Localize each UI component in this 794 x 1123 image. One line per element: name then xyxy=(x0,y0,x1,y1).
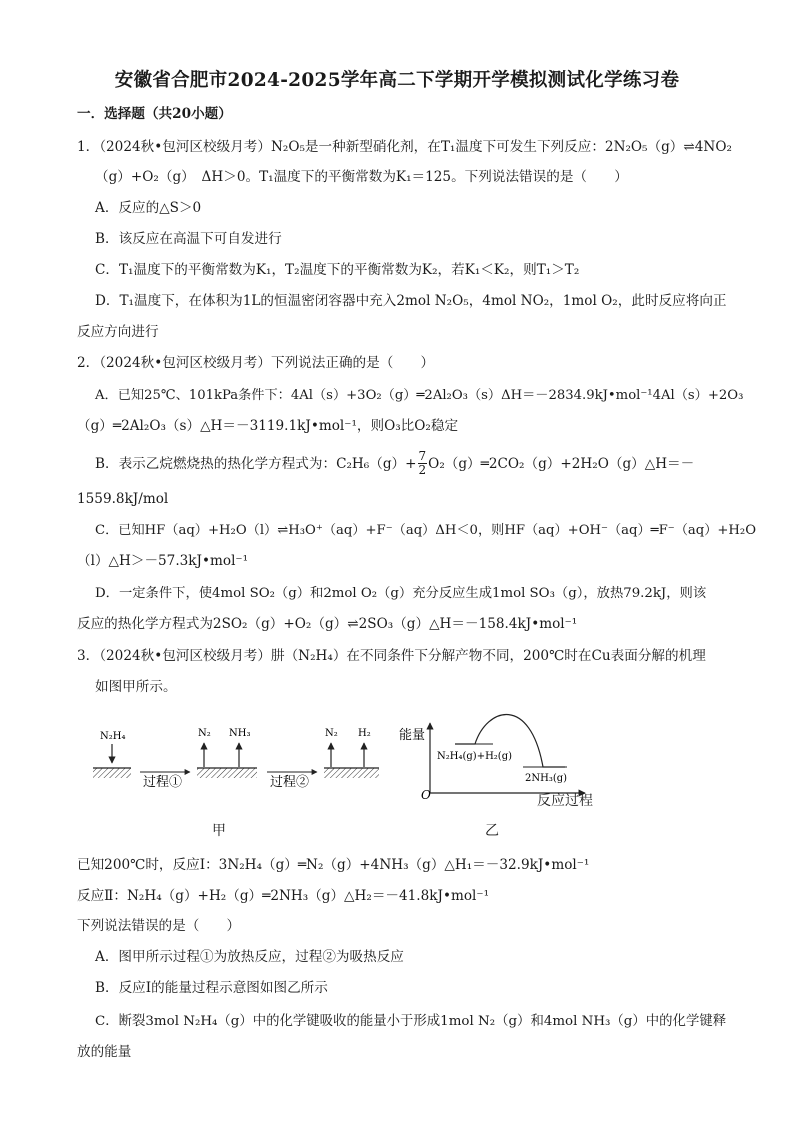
fraction-numerator: 7 xyxy=(418,449,427,463)
q3-option-a: A．图甲所示过程①为放热反应，过程②为吸热反应 xyxy=(95,949,404,965)
q1-stem-line2: （g）+O₂（g） ΔH＞0。T₁温度下的平衡常数为K₁＝125。下列说法错误的是（ ） xyxy=(95,169,628,185)
q2-stem: 2．（2024秋•包河区校级月考）下列说法正确的是（ ） xyxy=(77,355,435,371)
q1-option-d-line1: D．T₁温度下，在体积为1L的恒温密闭容器中充入2mol N₂O₅，4mol NO₂，1mol O₂，此时反应将向正 xyxy=(95,293,727,309)
process-axis-label: 反应过程 xyxy=(537,793,593,809)
q2-option-c-line1: C．已知HF（aq）+H₂O（l）⇌H₃O⁺（aq）+F⁻（aq）ΔH＜0，则HF（aq）+OH⁻（aq）═F⁻（aq）+H₂O xyxy=(95,523,757,538)
fraction-denominator: 2 xyxy=(418,463,427,477)
cu-surface-2 xyxy=(197,768,257,778)
q2-option-d-line1: D．一定条件下，使4mol SO₂（g）和2mol O₂（g）充分反应生成1mol SO₃（g），放热79.2kJ，则该 xyxy=(95,586,707,601)
q1-option-a: A．反应的△S＞0 xyxy=(95,200,202,216)
jia-s2-label-b: NH₃ xyxy=(229,728,251,739)
q1-option-d-line2: 反应方向进行 xyxy=(77,324,159,340)
jia-s2-label-a: N₂ xyxy=(198,728,211,739)
process-2-label: 过程② xyxy=(270,775,310,790)
jia-s1-label: N₂H₄ xyxy=(100,731,126,742)
figure-jia xyxy=(90,718,390,828)
energy-axis-label: 能量 xyxy=(399,728,426,743)
q2-option-c-line2: （l）△H＞－57.3kJ•mol⁻¹ xyxy=(77,553,249,569)
q2-option-b-part2: O₂（g）═2CO₂（g）+2H₂O（g）△H＝－ xyxy=(428,456,695,472)
figure-jia-caption: 甲 xyxy=(212,823,226,839)
figure-yi-caption: 乙 xyxy=(485,823,499,839)
q3-stem-line2: 如图甲所示。 xyxy=(95,679,177,695)
q3-option-c-line1: C．断裂3mol N₂H₄（g）中的化学键吸收的能量小于形成1mol N₂（g）和4mol NH₃（g）中的化学键释 xyxy=(95,1014,727,1029)
q3-reaction-1: 已知200℃时，反应Ⅰ：3N₂H₄（g）═N₂（g）+4NH₃（g）△H₁＝－32.9kJ•mol⁻¹ xyxy=(77,857,590,873)
q3-option-b: B．反应Ⅰ的能量过程示意图如图乙所示 xyxy=(95,980,328,996)
q2-option-a-line1: A．已知25℃、101kPa条件下：4Al（s）+3O₂（g）═2Al₂O₃（s）ΔH＝－2834.9kJ•mol⁻¹4Al（s）+2O₃ xyxy=(95,388,744,403)
q3-reaction-2: 反应Ⅱ：N₂H₄（g）+H₂（g）═2NH₃（g）△H₂＝－41.8kJ•mol⁻¹ xyxy=(77,888,490,904)
q1-stem-line1: 1．（2024秋•包河区校级月考）N₂O₅是一种新型硝化剂，在T₁温度下可发生下列反应：2N₂O₅（g）⇌4NO₂ xyxy=(77,139,732,155)
fraction xyxy=(418,450,428,477)
figure-jia-svg xyxy=(90,718,390,828)
q3-question: 下列说法错误的是（ ） xyxy=(77,918,241,934)
jia-s3-label-a: N₂ xyxy=(325,728,338,739)
q1-option-b: B．该反应在高温下可自发进行 xyxy=(95,231,282,247)
q2-option-b-part1: B．表示乙烷燃烧热的热化学方程式为：C₂H₆（g）+ xyxy=(95,456,417,472)
q2-option-b-line2: 1559.8kJ/mol xyxy=(77,491,169,507)
origin-label: O xyxy=(421,788,431,802)
q2-option-b-line1 xyxy=(95,451,694,478)
cu-surface-1 xyxy=(93,768,131,778)
q2-option-a-line2: （g）═2Al₂O₃（s）△H＝－3119.1kJ•mol⁻¹，则O₃比O₂稳定 xyxy=(77,418,459,434)
section-heading: 一．选择题（共20小题） xyxy=(77,106,232,122)
jia-s3-label-b: H₂ xyxy=(358,728,371,739)
products-label: 2NH₃(g) xyxy=(525,773,568,784)
q3-option-c-line2: 放的能量 xyxy=(77,1044,132,1060)
q1-option-c: C．T₁温度下的平衡常数为K₁，T₂温度下的平衡常数为K₂，若K₁＜K₂，则T₁＞T₂ xyxy=(95,262,580,278)
cu-surface-3 xyxy=(324,768,379,778)
reactants-label: N₂H₄(g)+H₂(g) xyxy=(437,751,513,762)
q3-stem-line1: 3．（2024秋•包河区校级月考）肼（N₂H₄）在不同条件下分解产物不同，200℃时在Cu表面分解的机理 xyxy=(77,648,706,664)
process-1-label: 过程① xyxy=(143,775,183,790)
page-title: 安徽省合肥市2024-2025学年高二下学期开学模拟测试化学练习卷 xyxy=(114,70,680,91)
q2-option-d-line2: 反应的热化学方程式为2SO₂（g）+O₂（g）⇌2SO₃（g）△H＝－158.4kJ•mol⁻¹ xyxy=(77,616,578,632)
